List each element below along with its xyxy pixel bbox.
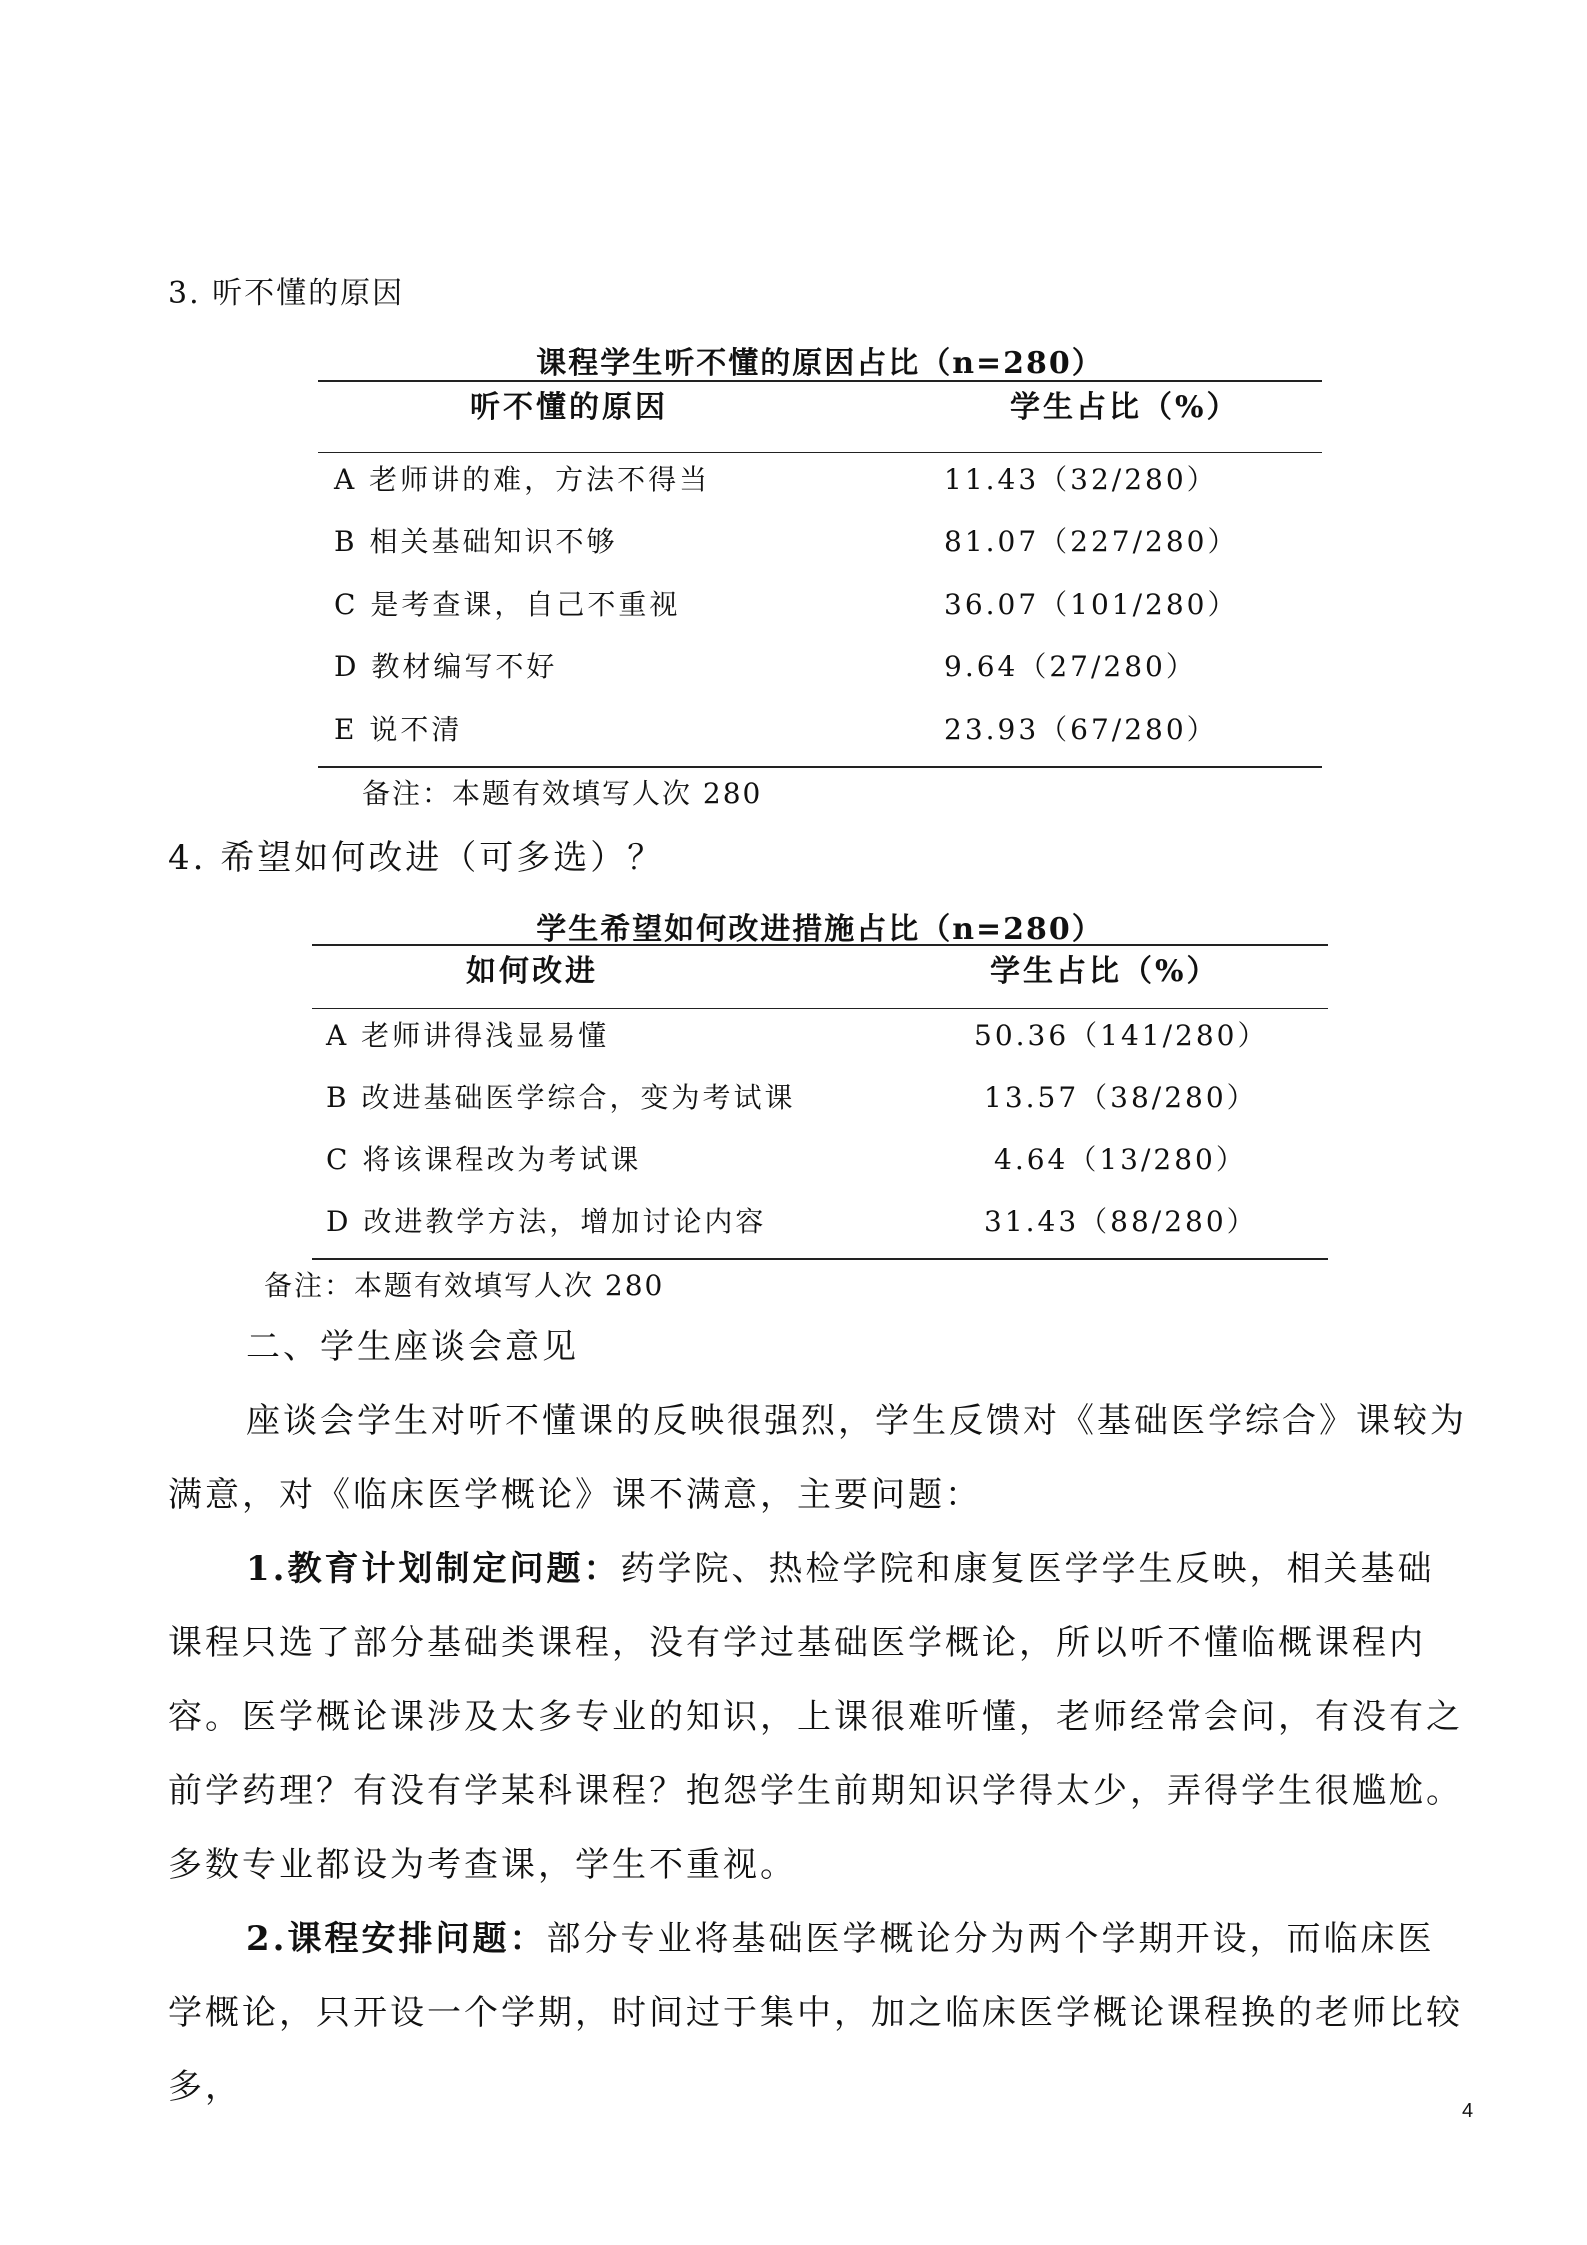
- table2-row-2-reason: B 改进基础医学综合，变为考试课: [326, 1081, 796, 1114]
- table2-header-reason: 如何改进: [466, 954, 598, 989]
- table1-title: 课程学生听不懂的原因占比（n=280）: [536, 346, 1104, 381]
- part2-heading: 二、学生座谈会意见: [246, 1327, 579, 1367]
- table2-row-3-value: 4.64（13/280）: [994, 1143, 1247, 1176]
- page-number: 4: [1462, 2100, 1474, 2122]
- point1-paragraph: [168, 1532, 1468, 1902]
- table1-row-4-reason: D 教材编写不好: [334, 650, 558, 683]
- table1-row-1-value: 11.43（32/280）: [944, 463, 1218, 496]
- table1-row-1-reason: A 老师讲的难，方法不得当: [334, 463, 711, 496]
- table1-bottom-rule: [318, 766, 1322, 768]
- point2-label: 2.课程安排问题：: [246, 1919, 547, 1959]
- part2-intro-paragraph: 座谈会学生对听不懂课的反映很强烈，学生反馈对《基础医学综合》课较为满意，对《临床医学概论》课不满意，主要问题：: [168, 1401, 1467, 1515]
- table2-note: 备注：本题有效填写人次 280: [264, 1269, 665, 1302]
- table1-row-2-value: 81.07（227/280）: [944, 525, 1239, 558]
- table1-note: 备注：本题有效填写人次 280: [362, 777, 763, 810]
- point2-text: 部分专业将基础医学概论分为两个学期开设，而临床医学概论，只开设一个学期，时间过于集中，加之临床医学概论课程换的老师比较多，: [168, 1919, 1463, 2107]
- table2-bottom-rule: [312, 1258, 1328, 1260]
- table1-row-2-reason: B 相关基础知识不够: [334, 525, 618, 558]
- point1-text: 药学院、热检学院和康复医学学生反映，相关基础课程只选了部分基础类课程，没有学过基础医学概论，所以听不懂临概课程内容。医学概论课涉及太多专业的知识，上课很难听懂，老师经常会问，有没有之前学药理？有没有学某科课程？抱怨学生前期知识学得太少，弄得学生很尴尬。多数专业都设为考查课，学生不重视。: [168, 1549, 1463, 1885]
- table2-row-1-value: 50.36（141/280）: [974, 1019, 1269, 1052]
- table1-header-reason: 听不懂的原因: [470, 390, 668, 425]
- table2-row-4-reason: D 改进教学方法，增加讨论内容: [326, 1205, 767, 1238]
- table1-row-3-reason: C 是考查课，自己不重视: [334, 588, 681, 621]
- table2-row-2-value: 13.57（38/280）: [984, 1081, 1258, 1114]
- table2-header-rule: [312, 1008, 1328, 1009]
- table2-title: 学生希望如何改进措施占比（n=280）: [536, 912, 1104, 947]
- table1-row-4-value: 9.64（27/280）: [944, 650, 1197, 683]
- point1-label: 1.教育计划制定问题：: [246, 1549, 621, 1589]
- table1-row-5-value: 23.93（67/280）: [944, 713, 1218, 746]
- point2-paragraph: [168, 1902, 1468, 2124]
- table2-row-3-reason: C 将该课程改为考试课: [326, 1143, 642, 1176]
- table2-header-share: 学生占比（%）: [990, 954, 1220, 989]
- table2-row-1-reason: A 老师讲得浅显易懂: [326, 1019, 610, 1052]
- table1-row-3-value: 36.07（101/280）: [944, 588, 1239, 621]
- section-3-heading: 3. 听不懂的原因: [168, 276, 405, 311]
- table2-row-4-value: 31.43（88/280）: [984, 1205, 1258, 1238]
- section-4-heading: 4. 希望如何改进（可多选）？: [168, 838, 665, 878]
- table1-header-share: 学生占比（%）: [1010, 390, 1240, 425]
- table1-header-rule: [318, 452, 1322, 453]
- table1-row-5-reason: E 说不清: [334, 713, 463, 746]
